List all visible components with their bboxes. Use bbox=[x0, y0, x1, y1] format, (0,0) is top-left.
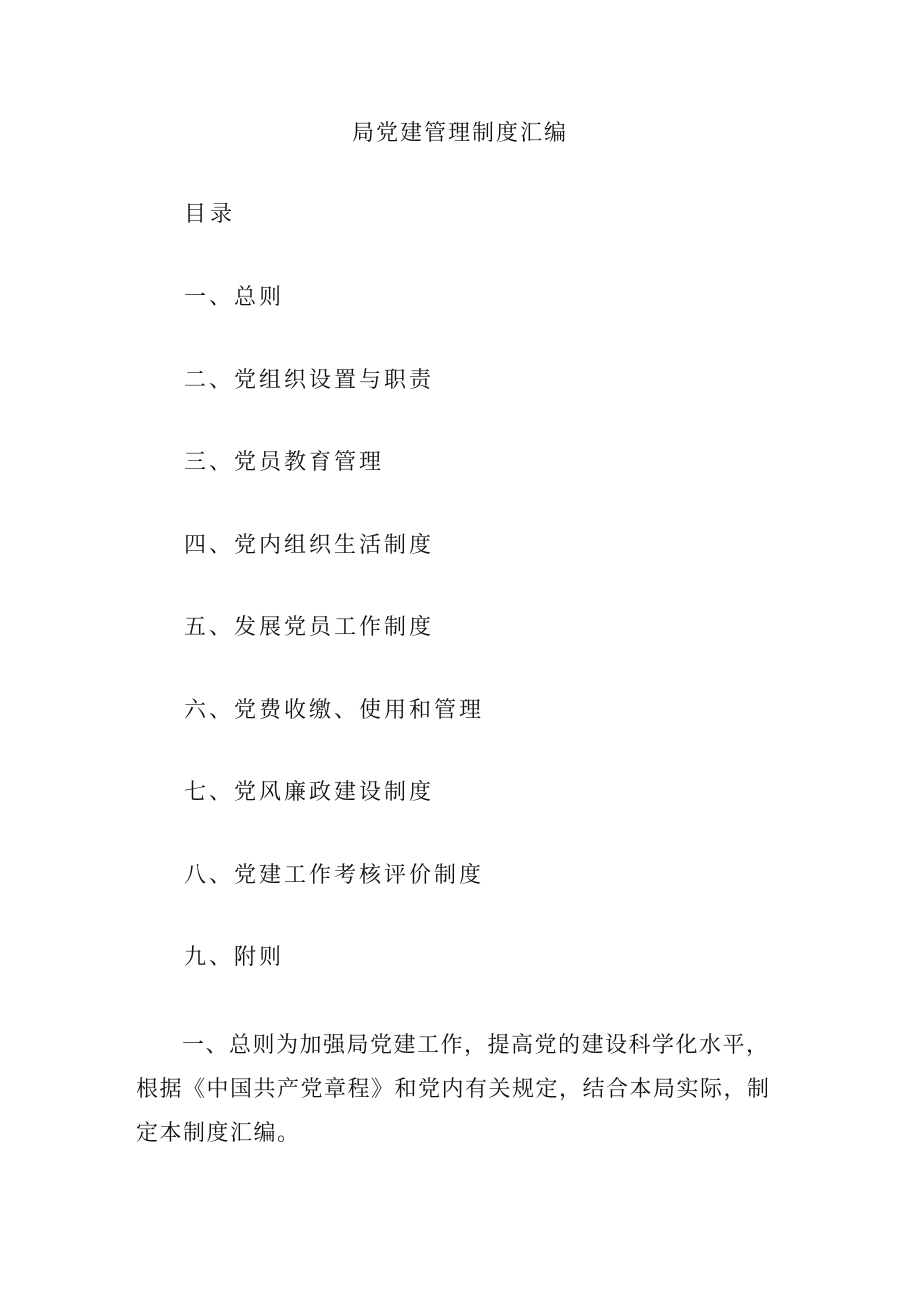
table-of-contents bbox=[184, 282, 484, 1025]
toc-item-member-development: 五、发展党员工作制度 bbox=[184, 615, 435, 640]
toc-item-integrity: 七、党风廉政建设制度 bbox=[184, 780, 435, 805]
toc-heading: 目录 bbox=[184, 202, 237, 227]
document-title: 局党建管理制度汇编 bbox=[351, 121, 568, 146]
general-provisions-paragraph: 一、总则为加强局党建工作，提高党的建设科学化水平，根据《中国共产党章程》和党内有关规定，结合本局实际，制定本制度汇编。 bbox=[136, 1033, 771, 1146]
toc-item-organizational-life: 四、党内组织生活制度 bbox=[184, 532, 435, 558]
toc-item-evaluation: 八、党建工作考核评价制度 bbox=[184, 862, 485, 888]
toc-item-member-education: 三、党员教育管理 bbox=[184, 450, 385, 475]
toc-item-supplementary: 九、附则 bbox=[184, 945, 285, 970]
toc-item-party-dues: 六、党费收缴、使用和管理 bbox=[184, 697, 485, 723]
toc-item-general: 一、总则 bbox=[184, 285, 285, 310]
toc-item-organization: 二、党组织设置与职责 bbox=[184, 367, 435, 393]
